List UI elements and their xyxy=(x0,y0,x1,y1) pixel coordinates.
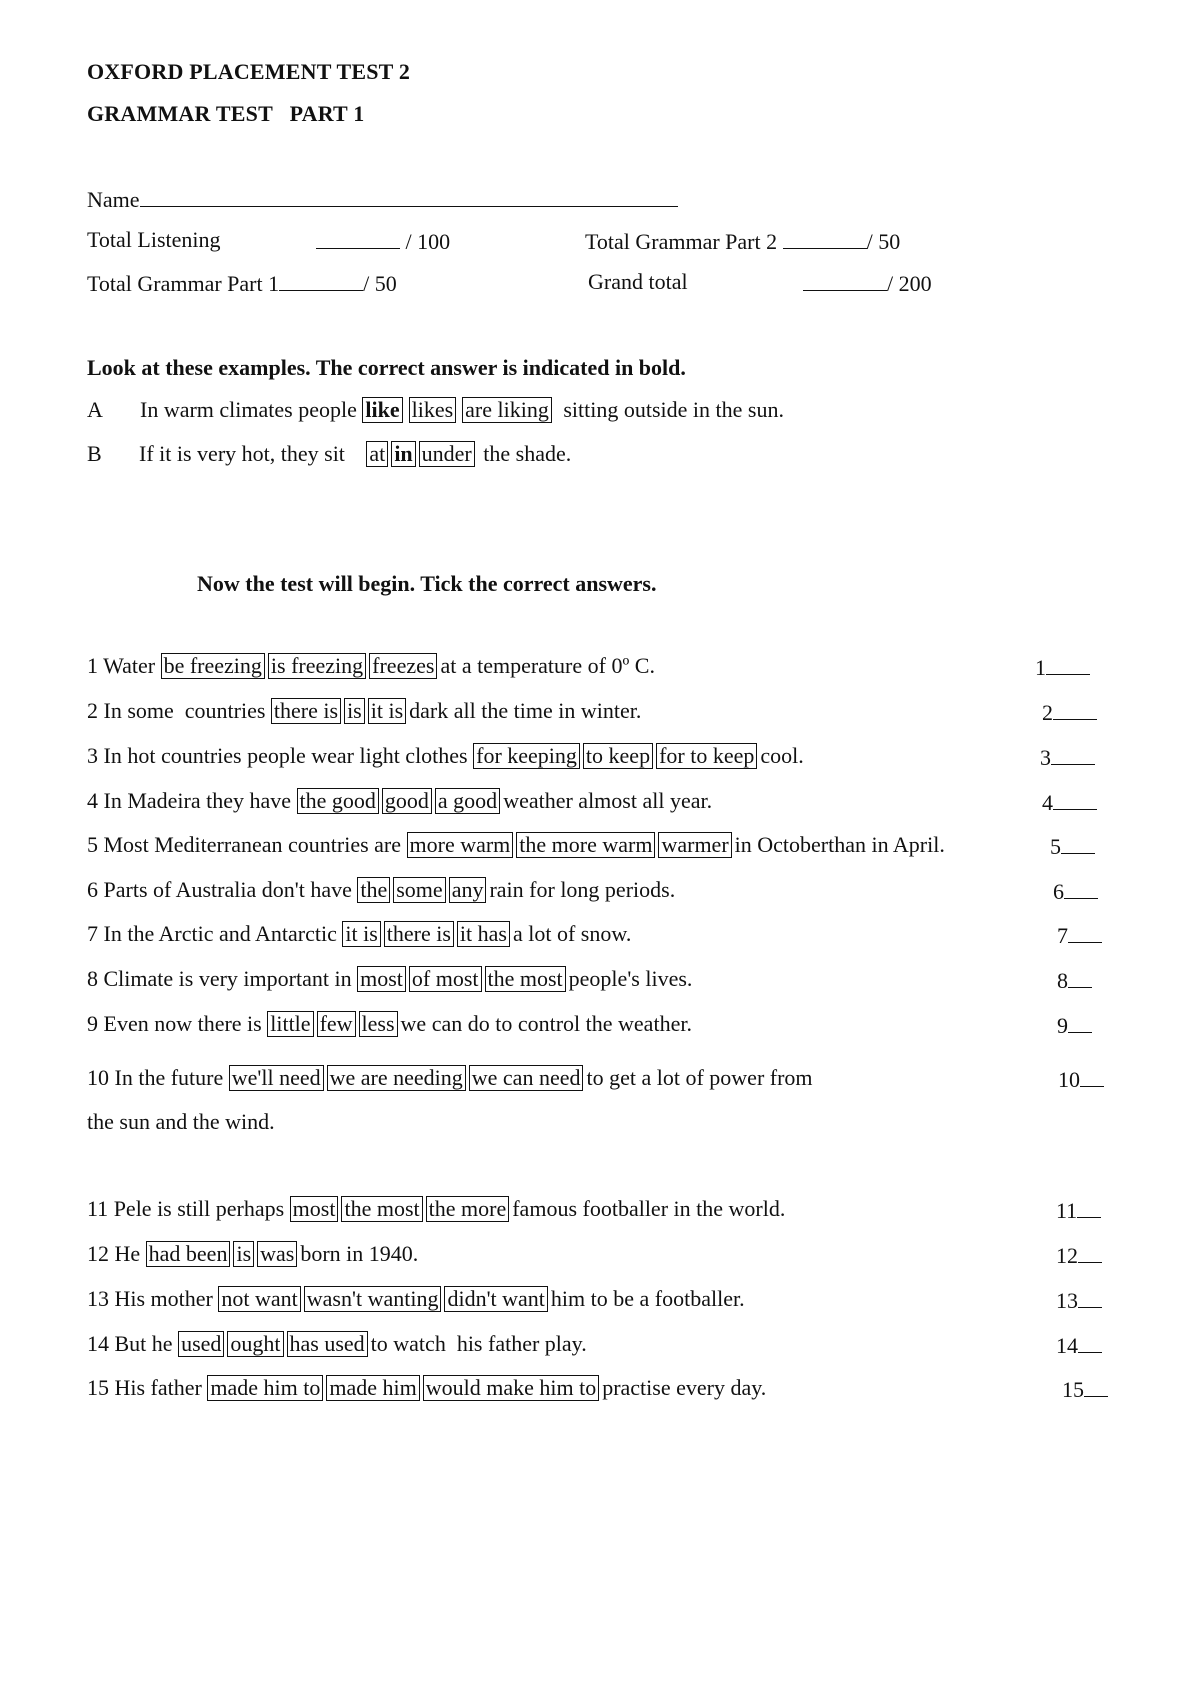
answer-number: 8 xyxy=(1057,968,1068,993)
question-text-after: to get a lot of power from xyxy=(586,1065,813,1090)
question-number: 1 xyxy=(87,653,98,678)
answer-blank[interactable] xyxy=(1061,831,1095,854)
answer-box xyxy=(1057,965,1092,995)
example-b-option: in xyxy=(391,441,415,467)
question-text-after: in Octoberthan in April. xyxy=(734,832,945,857)
answer-blank[interactable] xyxy=(1053,787,1097,810)
answer-blank[interactable] xyxy=(1078,1285,1102,1308)
question-15 xyxy=(87,1374,766,1402)
question-text-after: practise every day. xyxy=(602,1375,767,1400)
answer-option[interactable]: most xyxy=(357,966,406,992)
test-title: OXFORD PLACEMENT TEST 2 xyxy=(87,59,411,84)
example-a-option: are liking xyxy=(462,397,552,423)
name-field[interactable] xyxy=(140,184,678,207)
example-a xyxy=(87,396,784,424)
grand-total-field[interactable] xyxy=(803,268,887,291)
question-text-after: at a temperature of 0º C. xyxy=(440,653,655,678)
answer-box xyxy=(1057,920,1102,950)
question-text-after: born in 1940. xyxy=(300,1241,419,1266)
answer-number: 14 xyxy=(1056,1333,1078,1358)
question-text-before: He xyxy=(114,1241,141,1266)
question-3 xyxy=(87,742,804,770)
answer-number: 5 xyxy=(1050,834,1061,859)
total-grammar2-max: / 50 xyxy=(866,229,901,254)
test-subtitle: GRAMMAR TEST PART 1 xyxy=(87,101,365,126)
answer-option[interactable]: is xyxy=(344,698,365,724)
question-text-after: rain for long periods. xyxy=(489,877,676,902)
total-grammar2-label: Total Grammar Part 2 xyxy=(585,229,778,254)
question-text-before: In the Arctic and Antarctic xyxy=(103,921,337,946)
question-number: 12 xyxy=(87,1241,109,1266)
answer-number: 1 xyxy=(1035,655,1046,680)
answer-blank[interactable] xyxy=(1078,1330,1102,1353)
answer-option[interactable]: the most xyxy=(485,966,566,992)
total-grammar1-max: / 50 xyxy=(363,271,397,296)
grand-total-row xyxy=(803,268,932,298)
answer-option[interactable]: the more xyxy=(426,1196,510,1222)
answer-option[interactable]: is xyxy=(233,1241,254,1267)
answer-option[interactable]: wasn't wanting xyxy=(304,1286,442,1312)
question-number: 15 xyxy=(87,1375,109,1400)
question-1 xyxy=(87,652,655,680)
example-a-after: sitting outside in the sun. xyxy=(563,397,784,422)
answer-box xyxy=(1056,1285,1102,1315)
question-text-after: to watch his father play. xyxy=(370,1331,587,1356)
answer-blank[interactable] xyxy=(1080,1064,1104,1087)
answer-box xyxy=(1050,831,1095,861)
example-b-option: under xyxy=(419,441,475,467)
question-10-continuation: the sun and the wind. xyxy=(87,1109,275,1134)
answer-option[interactable]: some xyxy=(393,877,445,903)
answer-blank[interactable] xyxy=(1084,1374,1108,1397)
question-6 xyxy=(87,876,675,904)
grand-total-label: Grand total xyxy=(588,269,688,294)
answer-option[interactable]: for to keep xyxy=(656,743,757,769)
answer-option[interactable]: more warm xyxy=(407,832,514,858)
total-grammar1-field[interactable] xyxy=(279,268,363,291)
question-number: 11 xyxy=(87,1196,109,1221)
example-b-before: If it is very hot, they sit xyxy=(139,441,345,466)
examples-instruction: Look at these examples. The correct answer is indicated in bold. xyxy=(87,355,686,380)
answer-option[interactable]: any xyxy=(449,877,487,903)
answer-option[interactable]: the xyxy=(357,877,390,903)
question-4 xyxy=(87,787,712,815)
answer-box xyxy=(1057,1010,1092,1040)
question-number: 8 xyxy=(87,966,98,991)
question-text-before: But he xyxy=(114,1331,173,1356)
question-text-before: Pele is still perhaps xyxy=(113,1196,285,1221)
answer-option[interactable]: we are needing xyxy=(327,1065,466,1091)
question-8 xyxy=(87,965,692,993)
total-grammar2-row xyxy=(585,226,900,256)
answer-option[interactable]: good xyxy=(382,788,432,814)
question-13 xyxy=(87,1285,745,1313)
answer-blank[interactable] xyxy=(1064,876,1098,899)
name-label: Name xyxy=(87,187,140,212)
answer-blank[interactable] xyxy=(1078,1240,1102,1263)
answer-option[interactable]: made him to xyxy=(207,1375,323,1401)
answer-option[interactable]: not want xyxy=(218,1286,300,1312)
answer-option[interactable]: little xyxy=(267,1011,313,1037)
answer-option[interactable]: less xyxy=(359,1011,398,1037)
answer-option[interactable]: used xyxy=(178,1331,224,1357)
answer-blank[interactable] xyxy=(1068,920,1102,943)
question-text-after: a lot of snow. xyxy=(512,921,632,946)
question-2 xyxy=(87,697,641,725)
answer-blank[interactable] xyxy=(1053,697,1097,720)
answer-box xyxy=(1042,787,1097,817)
example-a-before: In warm climates people xyxy=(140,397,357,422)
answer-option[interactable]: had been xyxy=(146,1241,231,1267)
question-number: 2 xyxy=(87,698,98,723)
question-14 xyxy=(87,1330,587,1358)
answer-option[interactable]: to keep xyxy=(583,743,653,769)
total-grammar1-row xyxy=(87,268,397,298)
question-11 xyxy=(87,1195,785,1223)
answer-number: 12 xyxy=(1056,1243,1078,1268)
answer-option[interactable]: it is xyxy=(368,698,406,724)
question-text-after: dark all the time in winter. xyxy=(409,698,642,723)
answer-option[interactable]: didn't want xyxy=(444,1286,547,1312)
answer-option[interactable]: it has xyxy=(457,921,510,947)
answer-option[interactable]: the more warm xyxy=(516,832,655,858)
question-text-before: In hot countries people wear light clothes xyxy=(103,743,468,768)
total-listening-field[interactable] xyxy=(316,226,400,249)
question-number: 6 xyxy=(87,877,98,902)
answer-box xyxy=(1035,652,1090,682)
question-number: 13 xyxy=(87,1286,109,1311)
answer-option[interactable]: it is xyxy=(342,921,380,947)
answer-box xyxy=(1056,1195,1101,1225)
question-number: 14 xyxy=(87,1331,109,1356)
answer-number: 7 xyxy=(1057,923,1068,948)
answer-option[interactable]: warmer xyxy=(658,832,731,858)
answer-blank[interactable] xyxy=(1051,742,1095,765)
example-b-option: at xyxy=(366,441,388,467)
answer-option[interactable]: we'll need xyxy=(229,1065,324,1091)
answer-box xyxy=(1058,1064,1104,1094)
question-text-before: Most Mediterranean countries are xyxy=(103,832,401,857)
question-7 xyxy=(87,920,631,948)
answer-blank[interactable] xyxy=(1068,965,1092,988)
answer-box xyxy=(1042,697,1097,727)
answer-option[interactable]: made him xyxy=(326,1375,419,1401)
answer-option[interactable]: would make him to xyxy=(423,1375,599,1401)
answer-number: 11 xyxy=(1056,1198,1078,1223)
answer-option[interactable]: ought xyxy=(227,1331,283,1357)
question-text-before: Climate is very important in xyxy=(103,966,352,991)
answer-box xyxy=(1040,742,1095,772)
total-grammar1-label: Total Grammar Part 1 xyxy=(87,271,280,296)
question-text-before: Even now there is xyxy=(103,1011,262,1036)
question-text-before: Water xyxy=(103,653,156,678)
question-12 xyxy=(87,1240,418,1268)
answer-option[interactable]: was xyxy=(257,1241,297,1267)
test-instruction: Now the test will begin. Tick the correct answers. xyxy=(197,571,657,596)
answer-number: 9 xyxy=(1057,1013,1068,1038)
answer-option[interactable]: the good xyxy=(297,788,379,814)
answer-number: 2 xyxy=(1042,700,1053,725)
answer-option[interactable]: most xyxy=(290,1196,339,1222)
question-text-before: Parts of Australia don't have xyxy=(103,877,352,902)
question-text-after: weather almost all year. xyxy=(503,788,713,813)
answer-option[interactable]: the most xyxy=(341,1196,422,1222)
answer-option[interactable]: has used xyxy=(287,1331,368,1357)
answer-option[interactable]: freezes xyxy=(369,653,437,679)
question-text-before: In Madeira they have xyxy=(103,788,292,813)
answer-blank[interactable] xyxy=(1046,652,1090,675)
question-number: 3 xyxy=(87,743,98,768)
answer-number: 3 xyxy=(1040,745,1051,770)
example-a-letter: A xyxy=(87,397,103,422)
answer-option[interactable]: there is xyxy=(271,698,341,724)
question-5 xyxy=(87,831,945,859)
answer-box xyxy=(1056,1330,1102,1360)
total-listening-label: Total Listening xyxy=(87,227,221,252)
answer-option[interactable]: for keeping xyxy=(473,743,580,769)
question-9 xyxy=(87,1010,692,1038)
answer-option[interactable]: few xyxy=(317,1011,356,1037)
example-a-option: likes xyxy=(409,397,457,423)
answer-number: 4 xyxy=(1042,790,1053,815)
total-listening-max: / 100 xyxy=(405,229,451,254)
answer-box xyxy=(1056,1240,1102,1270)
answer-number: 13 xyxy=(1056,1288,1078,1313)
question-text-before: His father xyxy=(114,1375,202,1400)
answer-blank[interactable] xyxy=(1068,1010,1092,1033)
answer-box xyxy=(1062,1374,1108,1404)
answer-option[interactable]: is freezing xyxy=(268,653,366,679)
answer-number: 15 xyxy=(1062,1377,1084,1402)
question-text-before: In the future xyxy=(114,1065,224,1090)
answer-option[interactable]: we can need xyxy=(469,1065,584,1091)
answer-option[interactable]: a good xyxy=(435,788,500,814)
question-text-after: famous footballer in the world. xyxy=(512,1196,786,1221)
question-text-after: him to be a footballer. xyxy=(550,1286,745,1311)
total-grammar2-field[interactable] xyxy=(783,226,867,249)
answer-option[interactable]: be freezing xyxy=(161,653,265,679)
example-b-letter: B xyxy=(87,441,102,466)
question-text-after: we can do to control the weather. xyxy=(400,1011,692,1036)
answer-blank[interactable] xyxy=(1077,1195,1101,1218)
answer-option[interactable]: of most xyxy=(409,966,482,992)
question-number: 5 xyxy=(87,832,98,857)
question-number: 10 xyxy=(87,1065,109,1090)
question-number: 4 xyxy=(87,788,98,813)
answer-number: 10 xyxy=(1058,1067,1080,1092)
question-number: 9 xyxy=(87,1011,98,1036)
total-listening-row xyxy=(316,226,450,256)
question-text-after: people's lives. xyxy=(568,966,693,991)
answer-box xyxy=(1053,876,1098,906)
grand-total-max: / 200 xyxy=(887,271,932,296)
question-number: 7 xyxy=(87,921,98,946)
example-b-after: the shade. xyxy=(483,441,572,466)
question-text-before: His mother xyxy=(114,1286,213,1311)
name-row xyxy=(87,184,678,214)
question-text-before: In some countries xyxy=(103,698,266,723)
question-10 xyxy=(87,1064,813,1092)
example-a-option: like xyxy=(362,397,402,423)
question-text-after: cool. xyxy=(760,743,804,768)
example-b xyxy=(87,440,571,468)
answer-option[interactable]: there is xyxy=(384,921,454,947)
answer-number: 6 xyxy=(1053,879,1064,904)
